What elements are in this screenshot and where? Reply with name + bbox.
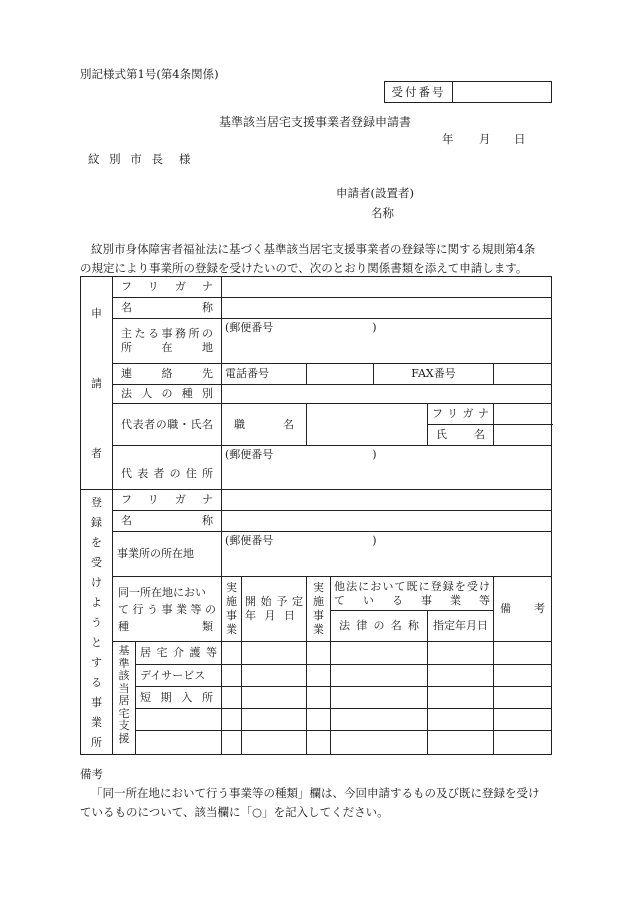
business-side-char: す [91, 656, 102, 669]
business-side-label [81, 490, 113, 755]
corporation-type-field[interactable] [222, 385, 552, 404]
business-side-char: う [91, 616, 102, 629]
representative-postal-label: (郵便番号 ) [225, 448, 377, 461]
service-remarks-cell[interactable] [494, 709, 552, 731]
intro-line-1: 紋別市身体障害者福祉法に基づく基準該当居宅支援事業者の登録等に関する規則第4条 [91, 242, 536, 256]
service-implemented-cell[interactable] [222, 687, 242, 709]
category-char: 基 [118, 644, 130, 657]
phone-field[interactable] [307, 364, 374, 385]
law-name-label: 法律の名称 [331, 611, 428, 642]
category-char: 援 [118, 731, 130, 745]
business-side-char: 業 [91, 716, 102, 729]
implement-char: 実 [226, 581, 238, 594]
service-start-date-cell[interactable] [242, 687, 307, 709]
start-date-line-2: 年月日 [245, 609, 296, 622]
designated-date-label: 指定年月日 [428, 611, 494, 642]
registration-form-table [80, 276, 552, 755]
same-location-line-3: 種類 [118, 619, 214, 633]
receipt-number-label: 受付番号 [385, 82, 453, 102]
service-remarks-cell[interactable] [494, 731, 552, 755]
service-start-date-cell[interactable] [242, 731, 307, 755]
contact-label: 連絡先 [113, 364, 222, 385]
service-implemented-cell[interactable] [222, 709, 242, 731]
service-implemented-cell[interactable] [222, 665, 242, 687]
date-day: 日 [514, 132, 526, 146]
implemented-business-label [307, 577, 331, 642]
service-remarks-cell[interactable] [494, 642, 552, 665]
service-implemented-business-cell[interactable] [307, 665, 331, 687]
main-office-address-field[interactable] [222, 319, 552, 364]
service-implemented-business-cell[interactable] [307, 687, 331, 709]
service-law-name-cell[interactable] [331, 709, 428, 731]
service-implemented-cell[interactable] [222, 731, 242, 755]
category-char: 準 [118, 656, 130, 670]
service-designated-date-cell[interactable] [428, 731, 494, 755]
business-side-char: と [91, 636, 102, 649]
applicant-side-label [81, 277, 113, 490]
applicant-side-char: 請 [91, 377, 102, 390]
service-start-date-cell[interactable] [242, 665, 307, 687]
implement-char: 施 [313, 595, 325, 608]
service-remarks-cell[interactable] [494, 665, 552, 687]
category-char: 居 [118, 694, 130, 707]
implemented-service-label [222, 577, 242, 642]
service-designated-date-cell[interactable] [428, 642, 494, 665]
business-side-char: 所 [91, 736, 102, 749]
intro-line-2: の規定により事業所の登録を受けたいので、次のとおり関係書類を添えて申請します。 [80, 261, 528, 275]
implement-char: 業 [313, 623, 325, 636]
notes-title: 備考 [80, 767, 103, 781]
service-designated-date-cell[interactable] [428, 665, 494, 687]
same-location-line-1: 同一所在地におい [118, 585, 206, 599]
business-side-char: よ [91, 596, 102, 609]
postal-code-label: (郵便番号 ) [225, 321, 377, 334]
other-law-registered-label [331, 577, 494, 611]
applicant-name-label-cell: 名称 [113, 298, 222, 319]
same-location-services-label [113, 577, 222, 642]
service-designated-date-cell[interactable] [428, 709, 494, 731]
start-date-line-1: 開始予定 [245, 595, 304, 608]
business-location-text: 事業所の所在地 [117, 547, 194, 560]
business-furigana-field[interactable] [222, 490, 552, 511]
service-start-date-cell[interactable] [242, 642, 307, 665]
category-char: 当 [118, 681, 130, 695]
service-implemented-business-cell[interactable] [307, 642, 331, 665]
representative-address-label: 代表者の住所 [113, 446, 222, 490]
service-law-name-cell[interactable] [331, 642, 428, 665]
representative-title-name-label: 代表者の職・氏名 [113, 404, 222, 446]
business-side-char: 録 [91, 516, 102, 529]
document-title: 基準該当居宅支援事業者登録申請書 [219, 115, 412, 129]
fax-field[interactable] [494, 364, 552, 385]
business-side-char: 事 [91, 696, 102, 709]
business-address-field[interactable] [222, 532, 552, 577]
representative-address-field[interactable] [222, 446, 552, 490]
main-office-line-2: 所在地 [121, 341, 214, 354]
main-office-line-1: 主たる事務所の [121, 327, 214, 340]
service-name: 短期入所 [136, 687, 222, 709]
implement-char: 事 [313, 609, 325, 622]
date-year: 年 [442, 132, 454, 146]
service-implemented-business-cell[interactable] [307, 731, 331, 755]
business-name-label: 名称 [113, 511, 222, 532]
business-postal-label: (郵便番号 ) [225, 534, 377, 547]
addressee: 紋 別 市 長 [88, 152, 166, 166]
service-start-date-cell[interactable] [242, 709, 307, 731]
applicant-furigana-label: フリガナ [113, 277, 222, 298]
other-law-line-2: ている事業等 [334, 593, 491, 607]
service-law-name-cell[interactable] [331, 687, 428, 709]
business-side-char: る [91, 676, 102, 689]
phone-label: 電話番号 [222, 364, 307, 385]
position-label: 職 名 [222, 404, 307, 446]
position-field[interactable] [307, 404, 428, 446]
receipt-number-box [384, 81, 552, 103]
applicant-label: 申請者(設置者) [336, 186, 414, 200]
receipt-number-field[interactable] [453, 82, 551, 102]
representative-furigana-label: フリガナ [428, 404, 494, 425]
business-name-field[interactable] [222, 511, 552, 532]
business-side-char: 登 [91, 496, 102, 509]
other-law-line-1: 他法において既に登録を受け [334, 579, 491, 593]
category-char: 該 [118, 669, 130, 682]
service-law-name-cell[interactable] [331, 665, 428, 687]
notes-line-2: ているものについて、該当欄に「○」を記入してください。 [80, 805, 389, 819]
fax-label: FAX番号 [374, 364, 494, 385]
applicant-side-char: 者 [91, 447, 102, 460]
service-name: デイサービス [136, 665, 222, 687]
implement-char: 業 [226, 623, 238, 636]
form-number: 別記様式第1号(第4条関係) [80, 67, 219, 81]
implement-char: 実 [313, 581, 325, 594]
business-furigana-label: フリガナ [113, 490, 222, 511]
applicant-side-char: 申 [91, 307, 102, 320]
corporation-type-label: 法人の種別 [113, 385, 222, 404]
service-name[interactable] [136, 709, 222, 731]
same-location-line-2: て行う事業等の [118, 602, 217, 616]
main-office-location-label [113, 319, 222, 364]
business-side-char: け [91, 576, 102, 589]
addressee-suffix: 様 [179, 152, 191, 166]
representative-furigana-field[interactable] [494, 404, 552, 425]
remarks-label: 備 考 [494, 577, 552, 642]
service-name: 居宅介護等 [136, 642, 222, 665]
intro-text [80, 240, 555, 278]
service-implemented-business-cell[interactable] [307, 709, 331, 731]
business-side-char: 受 [91, 556, 102, 569]
date-month: 月 [479, 132, 491, 146]
implement-char: 事 [226, 609, 238, 622]
business-side-char: を [91, 536, 102, 549]
service-remarks-cell[interactable] [494, 687, 552, 709]
notes-section [80, 765, 555, 822]
service-designated-date-cell[interactable] [428, 687, 494, 709]
category-char: 支 [118, 719, 130, 732]
category-label [113, 642, 136, 755]
category-char: 宅 [118, 706, 130, 720]
service-law-name-cell[interactable] [331, 731, 428, 755]
representative-name-label: 氏 名 [428, 425, 494, 446]
start-date-label [242, 577, 307, 642]
applicant-name-label: 名称 [371, 206, 394, 220]
service-name[interactable] [136, 731, 222, 755]
business-location-label [113, 532, 222, 577]
representative-name-field[interactable] [494, 425, 552, 446]
notes-line-1: 「同一所在地において行う事業等の種類」欄は、今回申請するもの及び既に登録を受け [91, 786, 540, 800]
applicant-name-field[interactable] [222, 298, 552, 319]
implement-char: 施 [226, 595, 238, 608]
service-implemented-cell[interactable] [222, 642, 242, 665]
applicant-furigana-field[interactable] [222, 277, 552, 298]
